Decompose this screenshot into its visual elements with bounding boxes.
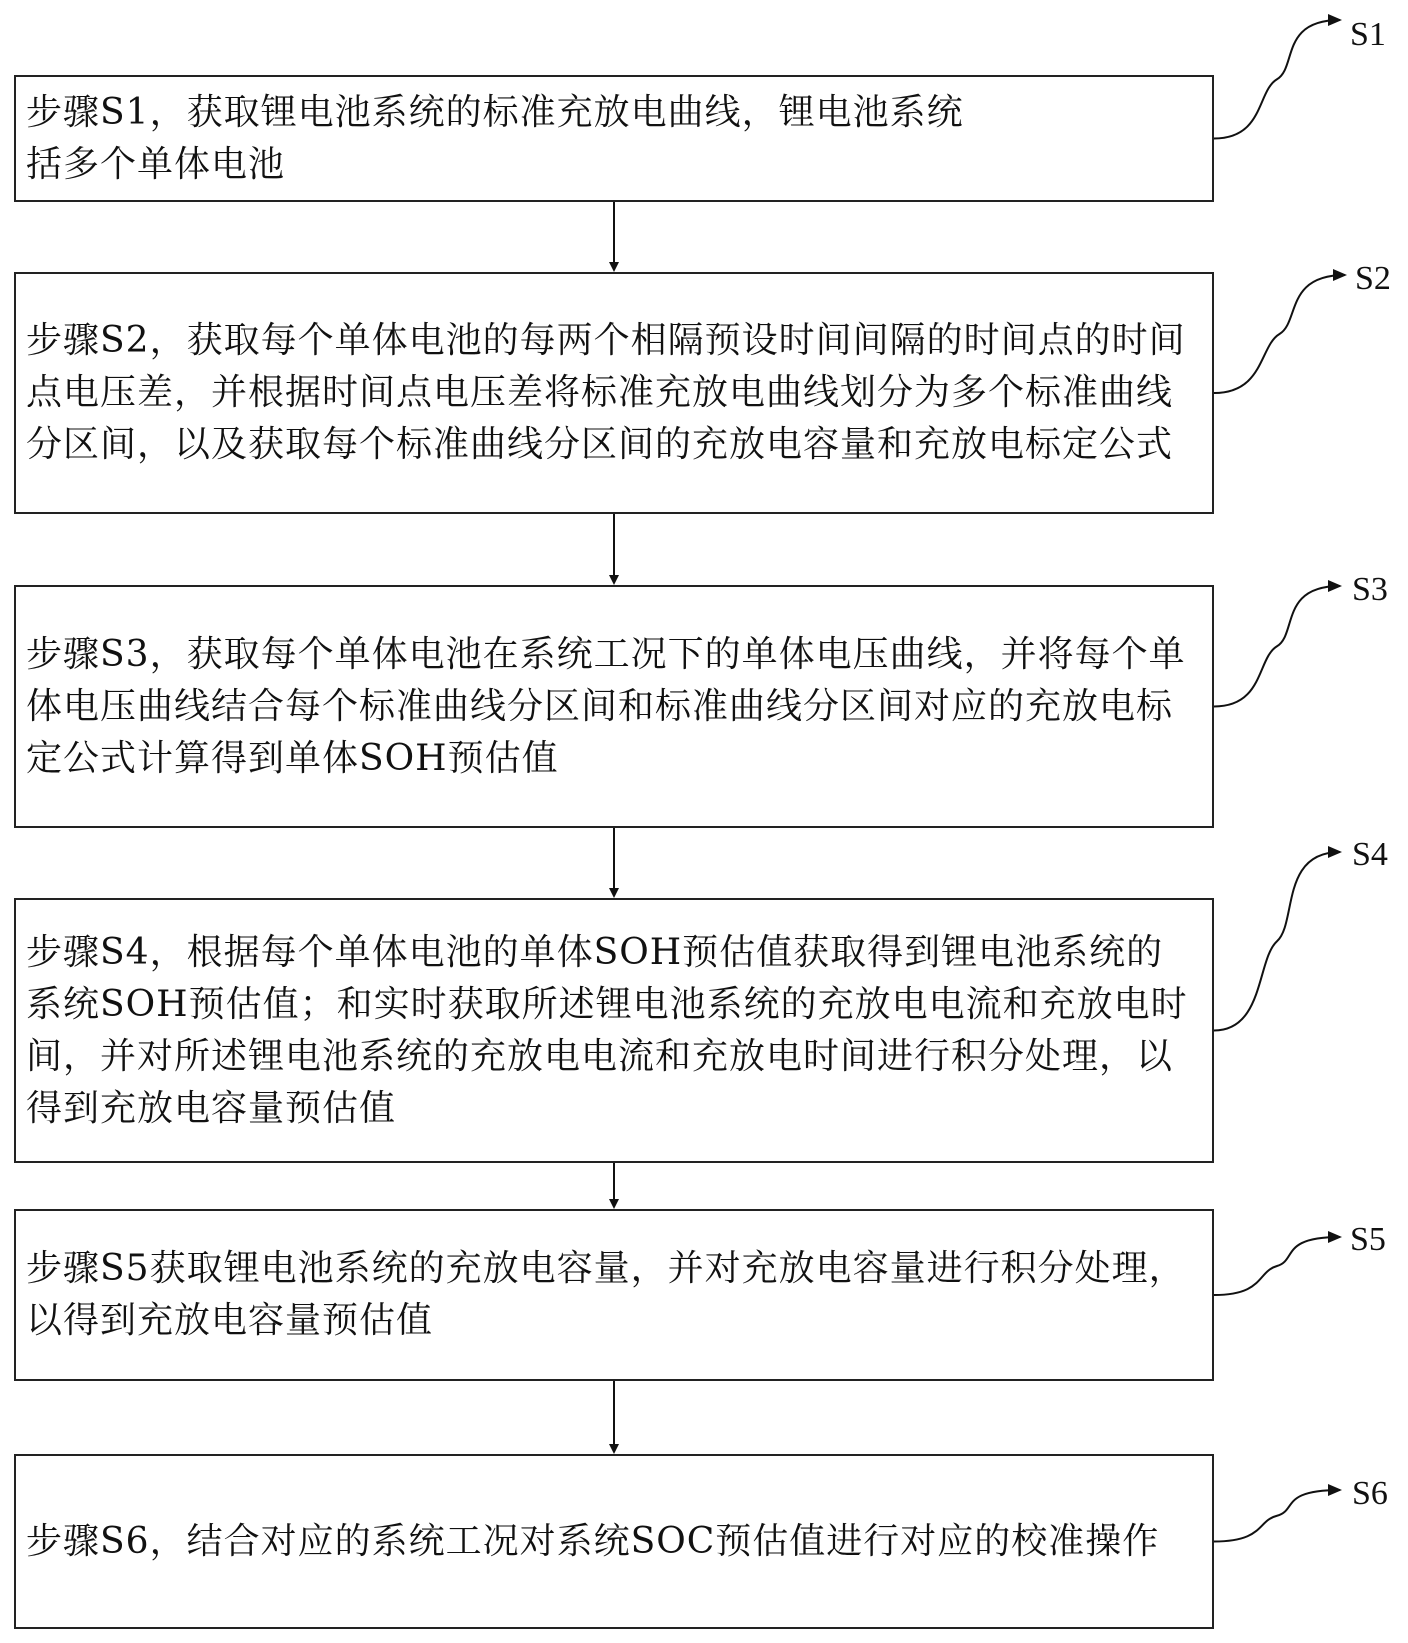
leader-line-s4 bbox=[1214, 852, 1340, 1031]
step-label-s4: S4 bbox=[1352, 836, 1388, 873]
step-box-s1 bbox=[14, 75, 1214, 202]
leader-line-s6 bbox=[1214, 1490, 1340, 1542]
step-label-s1: S1 bbox=[1350, 16, 1386, 53]
step-box-s6 bbox=[14, 1454, 1214, 1629]
step-label-s5: S5 bbox=[1350, 1221, 1386, 1258]
step-box-s3 bbox=[14, 585, 1214, 828]
step-text-s3: 步骤S3，获取每个单体电池在系统工况下的单体电压曲线，并将每个单体电压曲线结合每个标准曲线分区间和标准曲线分区间对应的充放电标定公式计算得到单体SOH预估值 bbox=[26, 633, 1186, 779]
leader-line-s2 bbox=[1214, 275, 1345, 393]
step-box-s2 bbox=[14, 272, 1214, 514]
step-text-s2: 步骤S2，获取每个单体电池的每两个相隔预设时间间隔的时间点的时间点电压差，并根据时间点电压差将标准充放电曲线划分为多个标准曲线分区间，以及获取每个标准曲线分区间的充放电容量和充放电标定公式 bbox=[26, 320, 1186, 465]
step-text-s6: 步骤S6，结合对应的系统工况对系统SOC预估值进行对应的校准操作 bbox=[26, 1520, 1160, 1562]
step-text-s4: 步骤S4，根据每个单体电池的单体SOH预估值获取得到锂电池系统的系统SOH预估值；和实时获取所述锂电池系统的充放电电流和充放电时间，并对所述锂电池系统的充放电电流和充放电时间进行积分处理，以得到充放电容量预估值 bbox=[26, 931, 1188, 1129]
step-text-s1: 步骤S1，获取锂电池系统的标准充放电曲线，锂电池系统 括多个单体电池 bbox=[26, 91, 964, 185]
leader-line-s5 bbox=[1214, 1237, 1340, 1295]
step-label-s2: S2 bbox=[1355, 260, 1391, 297]
leader-line-s1 bbox=[1214, 20, 1340, 139]
step-box-s4 bbox=[14, 898, 1214, 1163]
step-text-s5: 步骤S5获取锂电池系统的充放电容量，并对充放电容量进行积分处理，以得到充放电容量预估值 bbox=[26, 1248, 1186, 1341]
step-label-s3: S3 bbox=[1352, 571, 1388, 608]
leader-line-s3 bbox=[1214, 586, 1340, 707]
step-box-s5 bbox=[14, 1209, 1214, 1381]
step-label-s6: S6 bbox=[1352, 1475, 1388, 1512]
